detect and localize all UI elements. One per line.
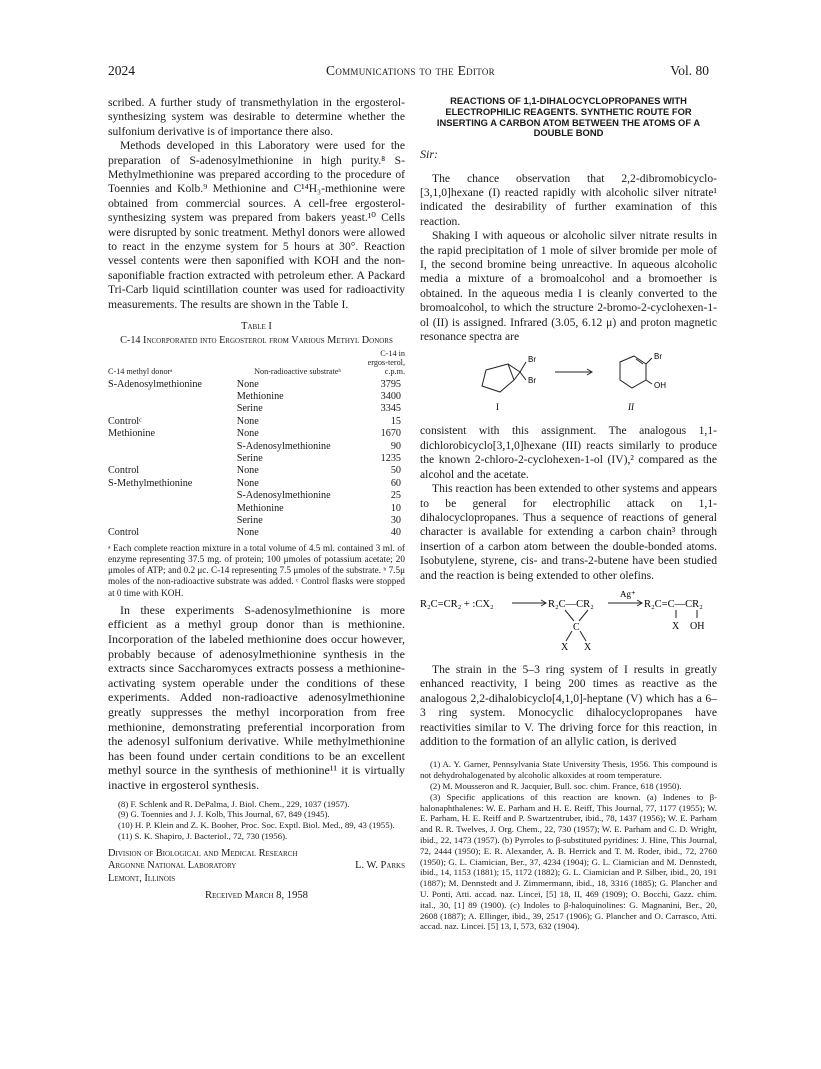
table-header: C-14 methyl donorᵃ: [108, 366, 173, 376]
substrate-cell: Serine: [236, 514, 263, 526]
left-column: [108, 96, 405, 904]
substrate-cell: None: [236, 415, 259, 427]
table-header-row: [108, 349, 405, 379]
paragraph: In these experiments S-adenosylmethionine is more efficient as a methyl group donor than is methionine. Incorporation of the labeled methionine does occur however, probably because of adenosylmethionine synthesis in the extracts since Saccharomyces extracts possess a methionine-activating system operable under the conditions of these experiments. Added non-radioactive adenosylmethionine greatly suppresses the methyl incorporation from free methionine, demonstrating preferential incorporation from the adenosyl sulfonium derivative. While methylmethionine has been found under certain conditions to be an excellent methyl source in the synthesis of methionine¹¹ it is virtually inactive in ergosterol synthesis.: [108, 602, 405, 792]
table-row: [108, 403, 405, 415]
methyl-donor-cell: [108, 503, 237, 515]
structure-ii: [620, 356, 652, 388]
table-header: Non-radioactive substrateᵇ: [254, 366, 341, 376]
methyl-donor-cell: [108, 490, 237, 502]
substrate-cell: Serine: [236, 403, 263, 415]
cpm-cell: 3345: [380, 403, 401, 415]
cpm-cell: 1235: [380, 452, 401, 464]
substrate-cell: None: [236, 527, 259, 539]
table-body: [108, 379, 405, 540]
compound-label-ii: II: [628, 402, 634, 413]
substrate-cell: None: [236, 378, 259, 390]
carbon-atom-label: C: [573, 621, 580, 633]
cpm-cell: 50: [390, 465, 401, 477]
table-row: [108, 453, 405, 465]
substrate-cell: None: [236, 465, 259, 477]
cpm-cell: 3400: [380, 390, 401, 402]
substrate-cell: S-Adenosylmethionine: [236, 440, 331, 452]
methyl-donor-cell: S-Adenosylmethionine: [108, 378, 202, 390]
methyl-donor-cell: Control: [108, 465, 140, 477]
paragraph: This reaction has been extended to other systems and appears to be general for electrophilic attack on 1,1-dihalocyclopropanes. Thus a sequence of reactions of general character is available for extending a carbon chain³ through insertion of a carbon atom between the double-bonded atoms. Isobutylene, styrene, cis- and trans-2-butene have been studied and the reaction is being extended to other olefins.: [420, 482, 717, 582]
methyl-donor-cell: [108, 453, 237, 465]
address-line: Argonne National Laboratory: [108, 860, 237, 872]
references-left: [108, 799, 405, 842]
halogen-label: X: [561, 641, 569, 653]
cpm-cell: 25: [390, 490, 401, 502]
cpm-cell: 40: [390, 527, 401, 539]
cpm-cell: 3795: [380, 378, 401, 390]
substrate-cell: Serine: [236, 452, 263, 464]
structure-i: [482, 362, 526, 392]
table-footnote: ᵃ Each complete reaction mixture in a total volume of 4.5 ml. contained 3 ml. of enzyme representing 37.5 mg. of protein; 100 μmoles of potassium acetate; 20 μmoles of ATP; and 0.2 μc. C-14 representing 7.5 μmoles of the substrate. ᵇ 7.5μ moles of the non-radioactive substrate was added. ᶜ Control flasks were stopped at 0 time with KOH.: [108, 542, 405, 598]
reference: (10) H. P. Klein and Z. K. Booher, Proc. Soc. Exptl. Biol. Med., 89, 43 (1955).: [118, 820, 395, 831]
cpm-cell: 90: [390, 440, 401, 452]
table-row: [108, 490, 405, 502]
methyl-donor-cell: [108, 515, 237, 527]
scheme-product: R₂C=C—CR₂: [644, 598, 703, 610]
table-row: [108, 465, 405, 477]
reaction-scheme: [420, 591, 717, 653]
methyl-donor-cell: S-Methylmethionine: [108, 477, 193, 489]
journal-section-title: Communications to the Editor: [326, 63, 495, 78]
results-table: [108, 349, 405, 540]
cpm-cell: 10: [390, 502, 401, 514]
cpm-cell: 1670: [380, 428, 401, 440]
reference: (8) F. Schlenk and R. DePalma, J. Biol. Chem., 229, 1037 (1957).: [118, 798, 350, 809]
bromine-label: Br: [528, 376, 536, 386]
reference: (2) M. Mousseron and R. Jacquier, Bull. soc. chim. France, 618 (1950).: [430, 780, 682, 791]
structures-svg: [420, 350, 717, 416]
paragraph: scribed. A further study of transmethylation in the ergosterol-synthesizing system was desirable to determine whether the sulfonium derivative is of importance there also.: [108, 96, 405, 138]
references-right: [420, 759, 717, 932]
compound-label-i: I: [496, 402, 499, 413]
structure-figure: [420, 350, 717, 416]
table-row: [108, 379, 405, 391]
halogen-label: X: [584, 641, 592, 653]
bromine-label: Br: [654, 352, 662, 362]
paragraph: The chance observation that 2,2-dibromobicyclo-[3,1,0]hexane (I) reacted rapidly with alcoholic silver nitrate¹ indicated the desirability of further examination of this reaction.: [420, 171, 717, 228]
reaction-arrow-icon: [555, 369, 592, 375]
reaction-arrow-icon: [608, 600, 642, 606]
methyl-donor-cell: Control: [108, 527, 140, 539]
table-row: [108, 527, 405, 539]
table-header: C-14 in ergos-terol, c.p.m.: [367, 348, 405, 376]
page-number: 2024: [108, 63, 135, 78]
bromine-label: Br: [528, 355, 536, 365]
article-title: REACTIONS OF 1,1-DIHALOCYCLOPROPANES WITH ELECTROPHILIC REAGENTS. SYNTHETIC ROUTE FOR INSERTING A CARBON ATOM BETWEEN THE ATOMS OF A DOUBLE BOND: [436, 95, 701, 139]
methyl-donor-cell: [108, 441, 237, 453]
scheme-reactant: R₂C=CR₂ + :CX₂: [420, 598, 494, 610]
volume-label: Vol. 80: [670, 63, 709, 78]
paragraph: The strain in the 5–3 ring system of I results in greatly enhanced reactivity, I being 200 times as reactive as the analogous 2,2-dihalobicyclo[4,1,0]-heptane (V) which has a 6–3 ring system. Monocyclic dihalocyclopropanes have reactivities similar to V. The driving force for this reaction, in addition to the formation of an allylic cation, is derived: [420, 662, 717, 748]
scheme-svg: [420, 591, 717, 653]
cpm-cell: 30: [390, 514, 401, 526]
table-row: [108, 416, 405, 428]
cpm-cell: 60: [390, 477, 401, 489]
author-address: [108, 848, 405, 886]
scheme-intermediate: R₂C—CR₂: [548, 598, 594, 610]
paragraph: Methods developed in this Laboratory were used for the preparation of S-adenosylmethionine in high purity.⁸ S-Methylmethionine was prepared according to the procedure of Toennies and Kolb.⁹ Methionine and C¹⁴H₃-methionine were obtained from commercial sources. A cell-free ergosterol-synthesizing system was prepared from bakers yeast.¹⁰ Cells were disrupted by sonic treatment. Methyl donors were allowed to react in the enzyme system for 5 hours at 30°. Reaction vessel contents were then saponified with KOH and the non-saponifiable fraction extracted with petroleum ether. A Packard Tri-Carb liquid scintillation counter was used for radioactivity measurements. The results are shown in the Table I.: [108, 139, 405, 311]
substrate-cell: None: [236, 428, 259, 440]
cpm-cell: 15: [390, 415, 401, 427]
table-row: [108, 428, 405, 440]
right-column: [420, 96, 717, 932]
reaction-arrow-icon: [512, 600, 546, 606]
methyl-donor-cell: [108, 403, 237, 415]
received-date: Received March 8, 1958: [205, 890, 308, 902]
halogen-label: X: [672, 620, 680, 632]
reference: (3) Specific applications of this reaction are known. (a) Indenes to β-halonaphthalenes: W. E. Parham and H. E. Reiff, This Journal, 77, 1177 (1955); W. E. Parham, H. E. Reiff and P. Swartzentruber, ibid., 78, 1437 (1956); W. E. Parham and R. R. Twelves, J. Org. Chem., 22, 730 (1957); W. E. Parham and C. D. Wright, ibid., 22, 1473 (1957). (b) Pyrroles to β-substituted pyridines: J. Hine, This Journal, 72, 2444 (1950); E. R. Alexander, A. B. Herrick and T. M. Roder, ibid., 72, 2760 (1950); G. L. Ciamician, Ber., 37, 4234 (1904); G. L. Ciamician and M. Dennstedt, ibid., 14, 1153 (1881); 15, 1172 (1882); G. L. Ciamician and P. Silber, ibid., 20, 191 (1887); M. Dennstedt and J. Zimmermann, ibid., 18, 3316 (1885); G. Plancher and U. Ponti, Atti. accad. naz. Lincei, [5] 18, II, 469 (1909); O. Bocchi, Gazz. chim. ital., 30, [1] 89 (1900). (c) Indoles to β-haloquinolines: G. Magnanini, Ber., 20, 2608 (1887); A. Ellinger, ibid., 39, 2517 (1906); G. Plancher and O. Carrasco, Atti. accad. naz. Lincei. [5] 13, I, 573, 632 (1904).: [420, 791, 717, 932]
methyl-donor-cell: [108, 391, 237, 403]
salutation: Sir:: [420, 147, 438, 162]
address-line: Lemont, Illinois: [108, 872, 176, 884]
table-row: [108, 441, 405, 453]
substrate-cell: None: [236, 477, 259, 489]
table-row: [108, 503, 405, 515]
author-name: L. W. Parks: [355, 860, 405, 872]
methyl-donor-cell: Methionine: [108, 428, 155, 440]
reference: (11) S. K. Shapiro, J. Bacteriol., 72, 730 (1956).: [118, 830, 288, 841]
table-row: [108, 478, 405, 490]
hydroxyl-label: OH: [690, 620, 705, 632]
paragraph: consistent with this assignment. The analogous 1,1-dichlorobicyclo[3,1,0]hexane (III) reacts similarly to produce the known 2-chloro-2-cyclohexen-1-ol (IV),² compared as the alcohol and the acetate.: [420, 424, 717, 481]
hydroxyl-label: OH: [654, 381, 666, 391]
product-bonds: [676, 610, 697, 618]
methyl-donor-cell: Controlᶜ: [108, 415, 142, 427]
substrate-cell: S-Adenosylmethionine: [236, 490, 331, 502]
table-label: Table I: [241, 321, 272, 333]
substrate-cell: Methionine: [236, 390, 284, 402]
reagent-label: Ag⁺: [620, 590, 636, 599]
substrate-cell: Methionine: [236, 502, 284, 514]
table-caption: C-14 Incorporated into Ergosterol from Various Methyl Donors: [120, 334, 393, 346]
address-line: Division of Biological and Medical Research: [108, 847, 298, 859]
table-row: [108, 515, 405, 527]
table-row: [108, 391, 405, 403]
reference: (9) G. Toennies and J. J. Kolb, This Journal, 67, 849 (1945).: [118, 809, 330, 820]
paragraph: Shaking I with aqueous or alcoholic silver nitrate results in the rapid precipitation of 1 mole of silver bromide per mole of I, the second bromine being unreactive. In aqueous alcoholic media a mixture of a bromoalcohol and a bromoether is obtained. In the aqueous media I is cleanly converted to the bromoalcohol, to which the structure 2-bromo-2-cyclohexen-1-ol (II) is assigned. Infrared (3.05, 6.12 μ) and proton magnetic resonance spectra are: [420, 229, 717, 344]
reference: (1) A. Y. Garner, Pennsylvania State University Thesis, 1956. This compound is not dehydrohalogenated by alcoholic alkoxides at room temperature.: [420, 759, 717, 781]
